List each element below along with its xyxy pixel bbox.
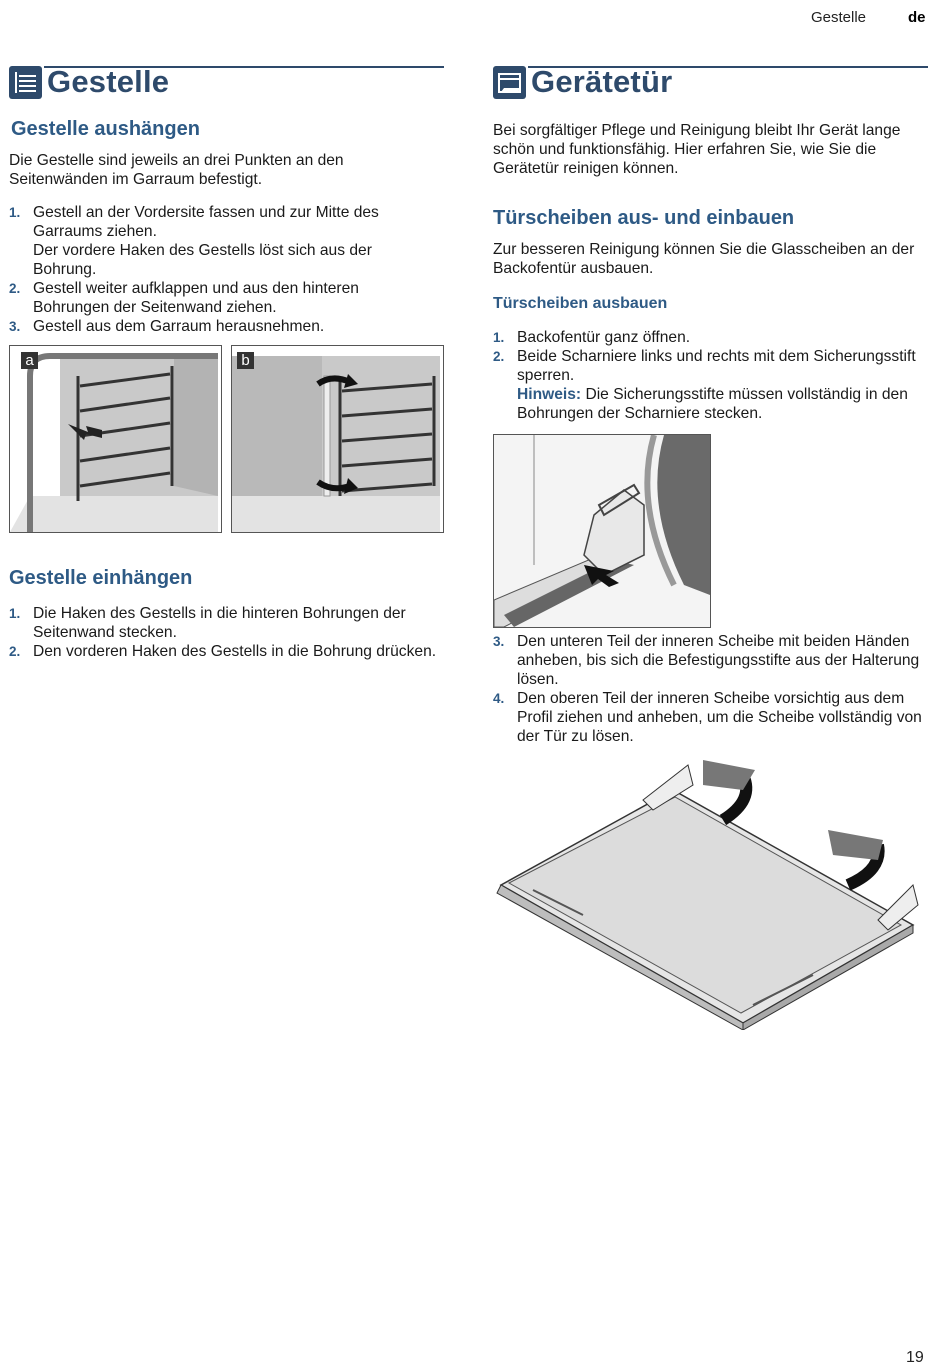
panes-intro: Zur besseren Reinigung können Sie die Glasscheiben an der Backofentür ausbauen.	[493, 241, 915, 277]
illustration-rack-removal-a	[9, 345, 222, 533]
step-number: 1.	[493, 330, 505, 345]
list-item	[493, 347, 933, 423]
step-text: Gestell weiter aufklappen und aus den hinteren Bohrungen der Seitenwand ziehen.	[33, 280, 359, 316]
panes-steps-list-a	[493, 328, 933, 423]
list-item	[493, 632, 933, 689]
step-text: Den unteren Teil der inneren Scheibe mit beiden Händen anheben, bis sich die Befestigungsstifte aus der Halterung lösen.	[517, 633, 920, 688]
illustration-door-pane-removal	[493, 755, 933, 1030]
shelf-rack-icon	[9, 66, 42, 99]
page-title-racks: Gestelle	[47, 64, 170, 99]
step-number: 3.	[9, 319, 21, 334]
step-number: 2.	[9, 644, 21, 659]
hint-text: Die Sicherungsstifte müssen vollständig in den Bohrungen der Scharniere stecken.	[517, 386, 908, 422]
list-item	[9, 604, 439, 642]
step-text: Den oberen Teil der inneren Scheibe vorsichtig aus dem Profil ziehen und anheben, um die Scheibe vollständig von der Tür zu lösen.	[517, 690, 922, 745]
hint-label: Hinweis:	[517, 386, 582, 403]
running-header-section: Gestelle	[811, 9, 867, 26]
step-text: Backofentür ganz öffnen.	[517, 329, 691, 346]
step-subtext: Der vordere Haken des Gestells löst sich aus der Bohrung.	[33, 242, 372, 278]
attach-steps-list	[9, 604, 439, 661]
step-text: Den vorderen Haken des Gestells in die Bohrung drücken.	[33, 643, 437, 660]
step-number: 1.	[9, 606, 21, 621]
hint	[517, 385, 933, 423]
list-item	[9, 317, 439, 336]
heading-door-panes: Türscheiben aus- und einbauen	[493, 207, 795, 229]
list-item	[9, 642, 439, 661]
step-text: Beide Scharniere links und rechts mit dem Sicherungsstift sperren.	[517, 348, 916, 384]
page-number: 19	[906, 1349, 924, 1366]
step-number: 1.	[9, 205, 21, 220]
list-item	[9, 203, 439, 279]
step-number: 2.	[9, 281, 21, 296]
illustration-rack-removal-b	[231, 345, 444, 533]
running-header-language: de	[908, 9, 926, 26]
door-intro: Bei sorgfältiger Pflege und Reinigung bleibt Ihr Gerät lange schön und funktionsfähig. Hier erfahren Sie, wie Sie die Gerätetür reinigen können.	[493, 122, 901, 177]
step-text: Gestell aus dem Garraum herausnehmen.	[33, 318, 325, 335]
illustration-hinge-lock	[493, 434, 711, 628]
heading-attach-racks: Gestelle einhängen	[9, 567, 193, 589]
step-number: 4.	[493, 691, 505, 706]
step-text: Die Haken des Gestells in die hinteren Bohrungen der Seitenwand stecken.	[33, 605, 406, 641]
oven-door-icon	[493, 66, 526, 99]
figure-label-a: a	[21, 352, 38, 369]
page-title-door: Gerätetür	[531, 64, 673, 99]
step-text: Gestell an der Vordersite fassen und zur Mitte des Garraums ziehen.	[33, 204, 379, 240]
list-item	[493, 689, 933, 746]
subheading-remove-panes: Türscheiben ausbauen	[493, 295, 668, 312]
step-number: 2.	[493, 349, 505, 364]
step-number: 3.	[493, 634, 505, 649]
remove-steps-list	[9, 203, 439, 336]
figure-label-b: b	[237, 352, 254, 369]
list-item	[9, 279, 439, 317]
remove-intro: Die Gestelle sind jeweils an drei Punkten an den Seitenwänden im Garraum befestigt.	[9, 152, 344, 188]
panes-steps-list-b	[493, 632, 933, 746]
list-item	[493, 328, 933, 347]
heading-remove-racks: Gestelle aushängen	[11, 118, 200, 140]
